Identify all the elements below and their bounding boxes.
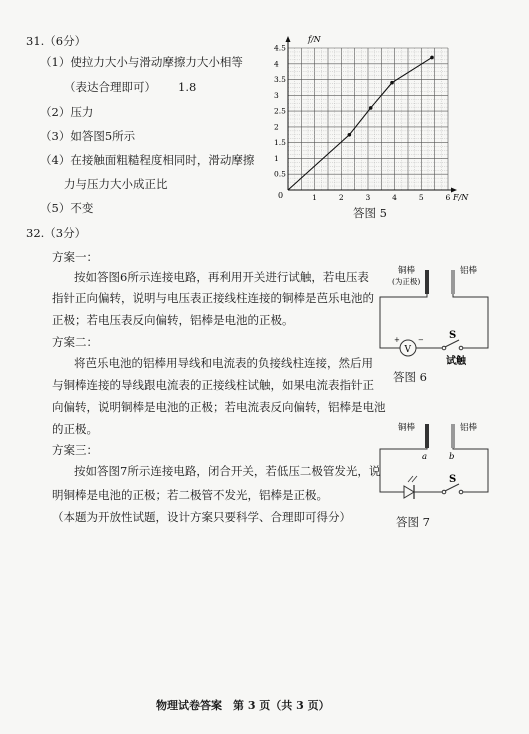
fig6-aluminum-label: 铝棒: [460, 266, 478, 276]
y-tick-label: 4.5: [274, 43, 286, 53]
fig7-copper-label: 铜棒: [398, 423, 416, 433]
page-footer: 物理试卷答案 第 3 页（共 3 页）: [156, 699, 330, 712]
chart-origin-label: 0: [278, 191, 284, 200]
plan3-title: 方案三：: [52, 443, 98, 457]
fig6-copper-label: 铜棒: [398, 266, 416, 276]
terminal-a-label: a: [422, 452, 428, 462]
plan1-line-3: 正极；若电压表反向偏转，铝棒是电池的正极。: [52, 313, 294, 327]
fig7-copper-electrode: [425, 424, 429, 448]
fig7-switch-label: S: [449, 474, 457, 485]
y-tick-label: 0.5: [274, 169, 286, 179]
plan2-line-4: 的正极。: [52, 422, 98, 436]
q31-answer-5: （5）不变: [40, 201, 94, 215]
y-tick-label: 3.5: [274, 75, 286, 85]
fig6-circuit-diagram: [370, 262, 502, 372]
fig7-circuit-diagram: [370, 418, 502, 516]
plan3-line-2: 明铜棒是电池的正极；若二极管不发光，铝棒是正极。: [52, 488, 328, 502]
chart-x-axis-label: F/N: [453, 193, 469, 202]
y-tick-label: 2.5: [274, 106, 286, 116]
data-point: [348, 133, 352, 137]
plan1-line-2: 指针正向偏转，说明与电压表正接线柱连接的铜棒是芭乐电池的: [52, 291, 374, 305]
y-tick-label: 3: [274, 90, 279, 100]
x-tick-label: 4: [392, 193, 397, 202]
switch-contact-right: [459, 346, 463, 350]
x-tick-label: 2: [338, 193, 344, 202]
fig7-aluminum-electrode: [451, 424, 455, 448]
fig7-wire-right: [453, 448, 488, 492]
chart-y-axis-label: f/N: [308, 35, 321, 44]
plan2-line-2: 与铜棒连接的导线跟电流表的正接线柱试触，如果电流表指针正: [52, 378, 374, 392]
q31-number: 31.（6分）: [26, 34, 87, 48]
y-tick-label: 4: [274, 59, 279, 69]
q31-answer-4: （4）在接触面粗糙程度相同时，滑动摩擦: [40, 153, 255, 167]
voltmeter-minus-sign: −: [418, 336, 424, 344]
q32-note: （本题为开放性试题，设计方案只要科学、合理即可得分）: [52, 510, 351, 524]
y-tick-label: 1: [274, 153, 279, 163]
y-axis-arrow-icon: [286, 36, 291, 42]
x-tick-label: 6: [445, 193, 451, 202]
fig7-switch-contact-right: [459, 490, 463, 494]
y-tick-label: 1.5: [274, 138, 286, 148]
plan3-line-1: 按如答图7所示连接电路，闭合开关，若低压二极管发光，说: [74, 464, 381, 478]
led-diode-icon: [404, 486, 414, 498]
terminal-b-label: b: [449, 452, 455, 462]
fig6-switch-label: S: [449, 330, 457, 341]
plan2-line-3: 向偏转，说明铜棒是电池的正极；若电流表反向偏转，铝棒是电池: [52, 400, 386, 414]
fig7-switch-lever: [445, 484, 459, 491]
x-tick-label: 5: [418, 193, 424, 202]
switch-lever: [445, 340, 459, 347]
fig6-caption: 答图 6: [393, 370, 427, 384]
voltmeter-plus-sign: +: [394, 336, 400, 344]
data-point: [430, 56, 434, 60]
plan2-title: 方案二：: [52, 335, 98, 349]
q31-answer-4-cont: 力与压力大小成正比: [64, 177, 168, 191]
voltmeter-label: V: [404, 345, 411, 355]
fig7-caption: 答图 7: [396, 515, 430, 529]
q32-number: 32.（3分）: [26, 226, 87, 240]
friction-force-chart: [272, 30, 472, 230]
series-line: [288, 57, 432, 190]
y-tick-label: 2: [274, 122, 279, 132]
fig5-caption: 答图 5: [353, 206, 387, 220]
copper-electrode: [425, 270, 429, 294]
plan1-line-1: 按如答图6所示连接电路，再利用开关进行试触，若电压表: [74, 270, 369, 284]
x-tick-label: 1: [312, 193, 317, 202]
aluminum-electrode: [451, 270, 455, 294]
plan1-title: 方案一：: [52, 250, 98, 264]
x-tick-label: 3: [365, 193, 371, 202]
q31-answer-1-note: （表达合理即可）: [64, 80, 156, 94]
q31-answer-1-value: 1.8: [178, 80, 197, 94]
fig7-aluminum-label: 铝棒: [460, 423, 478, 433]
q31-answer-3: （3）如答图5所示: [40, 129, 136, 143]
x-axis-arrow-icon: [451, 188, 457, 193]
q31-answer-2: （2）压力: [40, 105, 94, 119]
data-point: [390, 81, 394, 85]
data-point: [369, 106, 373, 110]
fig6-trial-label: 试触: [446, 356, 466, 367]
q31-answer-1: （1）使拉力大小与滑动摩擦力大小相等: [40, 55, 243, 69]
plan2-line-1: 将芭乐电池的铝棒用导线和电流表的负接线柱连接，然后用: [74, 356, 373, 370]
fig6-copper-note: (为正极): [392, 277, 421, 286]
